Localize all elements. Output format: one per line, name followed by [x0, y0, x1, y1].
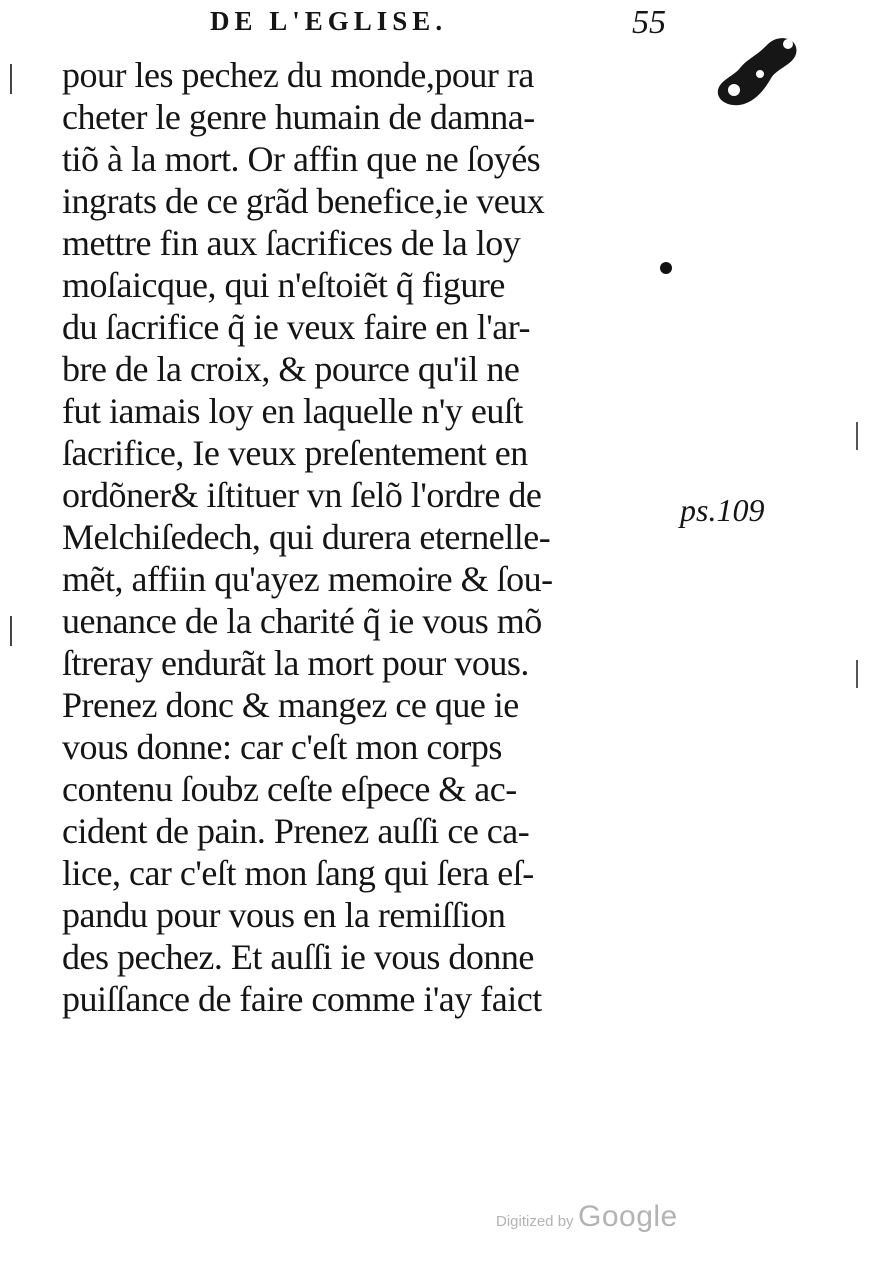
margin-tick-icon: [852, 656, 862, 696]
text-line: du ſacrifice q̃ ie veux faire en l'ar-: [62, 307, 530, 347]
text-line: cident de pain. Prenez auſſi ce ca-: [62, 811, 530, 851]
ink-blot-icon: [704, 28, 804, 128]
digitized-watermark: [496, 1200, 678, 1234]
margin-tick-icon: [6, 60, 16, 100]
text-line: puiſſance de faire comme i'ay faict: [62, 979, 542, 1019]
watermark-prefix: Digitized by: [496, 1213, 574, 1230]
body-text: [62, 54, 682, 1020]
margin-tick-icon: [6, 612, 16, 652]
text-line: vous donne: car c'eſt mon corps: [62, 727, 502, 767]
text-line: des pechez. Et auſſi ie vous donne: [62, 937, 534, 977]
text-line: bre de la croix, & pource qu'il ne: [62, 349, 520, 389]
text-line: lice, car c'eſt mon ſang qui ſera eſ-: [62, 853, 534, 893]
text-line: moſaicque, qui n'eſtoiẽt q̃ figure: [62, 265, 505, 305]
text-line: mettre fin aux ſacrifices de la loy: [62, 223, 521, 263]
text-line: fut iamais loy en laquelle n'y euſt: [62, 391, 523, 431]
text-line: contenu ſoubz ceſte eſpece & ac-: [62, 769, 517, 809]
text-line: ingrats de ce grãd benefice,ie veux: [62, 181, 545, 221]
text-line: Prenez donc & mangez ce que ie: [62, 685, 519, 725]
margin-tick-icon: [852, 418, 862, 458]
margin-note: ps.109: [680, 492, 765, 528]
running-head: DE L'EGLISE.: [210, 6, 448, 36]
text-line: mẽt, affiin qu'ayez memoire & ſou-: [62, 559, 553, 599]
text-line: ordõner& iſtituer vn ſelõ l'ordre de: [62, 475, 542, 515]
text-line: Melchiſedech, qui durera eternelle-: [62, 517, 551, 557]
text-line: pour les pechez du monde,pour ra: [62, 55, 534, 95]
text-line: pandu pour vous en la remiſſion: [62, 895, 506, 935]
text-line: cheter le genre humain de damna-: [62, 97, 535, 137]
watermark-brand: Google: [578, 1200, 678, 1233]
text-line: tiõ à la mort. Or affin que ne ſoyés: [62, 139, 541, 179]
text-line: ſacrifice, Ie veux preſentement en: [62, 433, 528, 473]
text-line: ſtreray endurãt la mort pour vous.: [62, 643, 529, 683]
page-number: 55: [632, 4, 666, 41]
text-line: uenance de la charité q̃ ie vous mõ: [62, 601, 542, 641]
